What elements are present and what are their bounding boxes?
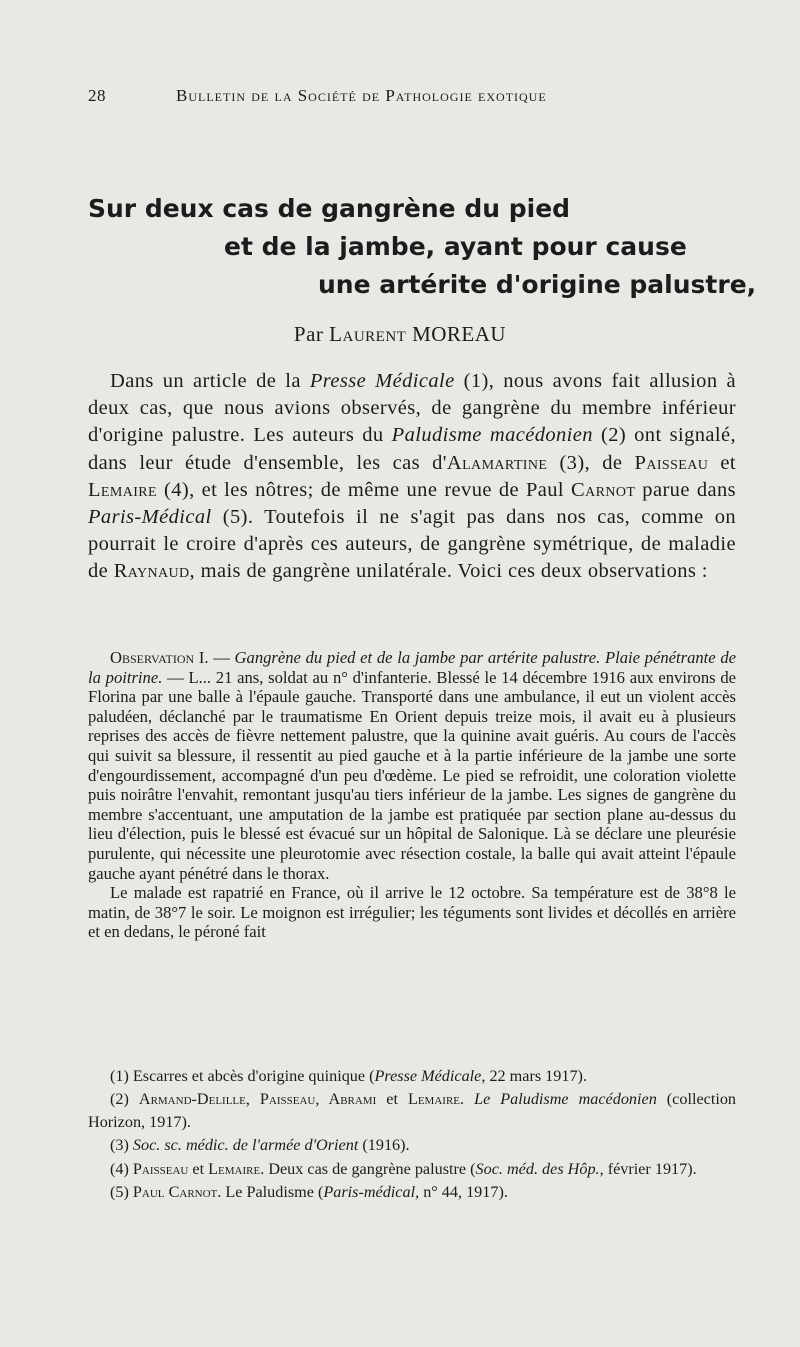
text-run: (3), de xyxy=(547,451,635,474)
footnote-number: (5) xyxy=(110,1183,129,1202)
author-name: Paul Carnot xyxy=(132,1183,218,1202)
text-run: , n° 44, 1917). xyxy=(415,1183,508,1202)
author-name: Raynaud xyxy=(113,560,190,583)
italic-ref: Presse Médicale xyxy=(374,1067,482,1085)
footnote-number: (1) xyxy=(110,1067,129,1085)
text-run: — xyxy=(208,648,235,667)
text-run: (1916). xyxy=(358,1136,410,1155)
title-line-1: Sur deux cas de gangrène du pied xyxy=(88,194,571,223)
byline-prefix: Par xyxy=(293,322,324,346)
footnote-2 xyxy=(88,1088,736,1133)
footnote-1 xyxy=(88,1065,736,1087)
byline xyxy=(0,322,800,347)
text-run: (2) ont signalé, dans leur étude d'ensemble, les cas d' xyxy=(88,424,737,474)
intro-paragraph xyxy=(88,368,736,586)
intro-text xyxy=(88,368,736,586)
author-first-name: Laurent xyxy=(329,322,407,346)
observation-paragraph-2: Le malade est rapatrié en France, où il arrive le 12 octobre. Sa température est de 38°8 le matin, de 38°7 le soir. Le moignon est irrégulier; les téguments sont livides et décollés en arrière et en dedans, le péroné fait xyxy=(88,883,736,942)
page-number: 28 xyxy=(88,86,106,105)
observation-paragraph-1 xyxy=(88,648,736,883)
text-run: . Le Paludisme ( xyxy=(217,1183,324,1202)
text-run: . Deux cas de gangrène palustre ( xyxy=(260,1159,476,1178)
text-run: , février 1917). xyxy=(599,1159,697,1178)
footnote-5 xyxy=(88,1181,736,1203)
footnote-number: (3) xyxy=(110,1136,129,1155)
author-name: Lemaire xyxy=(208,1159,261,1178)
footnote-3 xyxy=(88,1134,736,1156)
text-run: et xyxy=(376,1090,408,1109)
text-run: (4), et les nôtres; de même une revue de Paul xyxy=(156,478,572,501)
italic-ref: Le Paludisme macédonien xyxy=(474,1090,657,1109)
title-line-2: et de la jambe, ayant pour cause xyxy=(224,232,687,261)
author-name: Armand-Delille, Paisseau, Abrami xyxy=(138,1090,377,1109)
author-name: Paisseau xyxy=(132,1159,189,1178)
author-name: Paisseau xyxy=(634,451,709,474)
article-title xyxy=(88,190,757,304)
text-run: Escarres et abcès d'origine quinique ( xyxy=(128,1067,375,1085)
italic-ref: Paris-Médical xyxy=(88,506,212,529)
text-run: (1), nous avons fait allusion à deux cas, que nous avions observés, de gangrène du membre inférieur d'origine palustre. Les auteurs du xyxy=(88,370,736,447)
italic-ref: Soc. sc. médic. de l'armée d'Orient xyxy=(132,1136,359,1155)
author-last-name: MOREAU xyxy=(412,322,507,346)
observation-label: Observation I. xyxy=(110,648,209,667)
text-run: Dans un article de la xyxy=(110,370,310,392)
italic-ref: Presse Médicale xyxy=(309,370,455,392)
text-run: (5). Toutefois il ne s'agit pas dans nos cas, comme on pourrait le croire d'après ces auteurs, de gangrène symétrique, de maladie de xyxy=(88,506,736,583)
observation-section xyxy=(88,648,736,942)
text-run: et xyxy=(188,1159,209,1178)
text-run: (collection Horizon, 1917). xyxy=(88,1090,737,1131)
observation-text: — L... 21 ans, soldat au n° d'infanterie. Blessé le 14 décembre 1916 aux environs de Florina par une balle à l'épaule gauche. Transporté dans une ambulance, il eut un violent accès paludéen, déclanché par le traumatisme En Orient depuis treize mois, il avait eu à plusieurs reprises des accès de fièvre nettement palustre, que la quinine avait guéris. Au cours de l'accès qui suivit sa blessure, il ressentit au pied gauche et à la partie inférieure de la jambe une sorte d'engourdissement, accompagné d'un peu d'œdème. Le pied se refroidit, une coloration violette puis noirâtre l'envahit, remontant jusqu'au tiers inférieur de la jambe. Les signes de gangrène du membre s'accentuant, une amputation de la jambe est pratiquée par section plane au-dessus du lieu d'élection, puis le blessé est évacué sur un hôpital de Salonique. Là se déclare une pleurésie purulente, qui nécessite une pleurotomie avec résection costale, la balle qui avait atteint l'épaule gauche ayant pénétré dans le thorax. xyxy=(88,667,736,883)
journal-title: Bulletin de la Société de Pathologie exotique xyxy=(176,86,547,105)
text-run: . xyxy=(460,1090,475,1109)
italic-ref: Soc. méd. des Hôp. xyxy=(475,1159,600,1178)
text-run: et xyxy=(708,451,736,474)
author-name: Carnot xyxy=(571,478,636,501)
title-line-3: une artérite d'origine palustre, xyxy=(318,270,757,299)
observation-title: Gangrène du pied et de la jambe par artérite palustre. Plaie pénétrante de la poitrine. xyxy=(88,648,736,687)
text-run: , 22 mars 1917). xyxy=(481,1067,587,1085)
footnote-number: (4) xyxy=(110,1159,129,1178)
footnote-number: (2) xyxy=(110,1090,129,1109)
text-run: , mais de gangrène unilatérale. Voici ces deux observations : xyxy=(189,560,708,583)
italic-ref: Paludisme macédonien xyxy=(391,424,593,447)
italic-ref: Paris-médical xyxy=(323,1183,416,1202)
author-name: Lemaire xyxy=(88,478,157,501)
text-run: parue dans xyxy=(635,478,736,501)
author-name: Lemaire xyxy=(407,1090,461,1109)
author-name: Alamartine xyxy=(446,451,548,474)
footnotes xyxy=(88,1065,736,1204)
footnote-4 xyxy=(88,1158,736,1180)
